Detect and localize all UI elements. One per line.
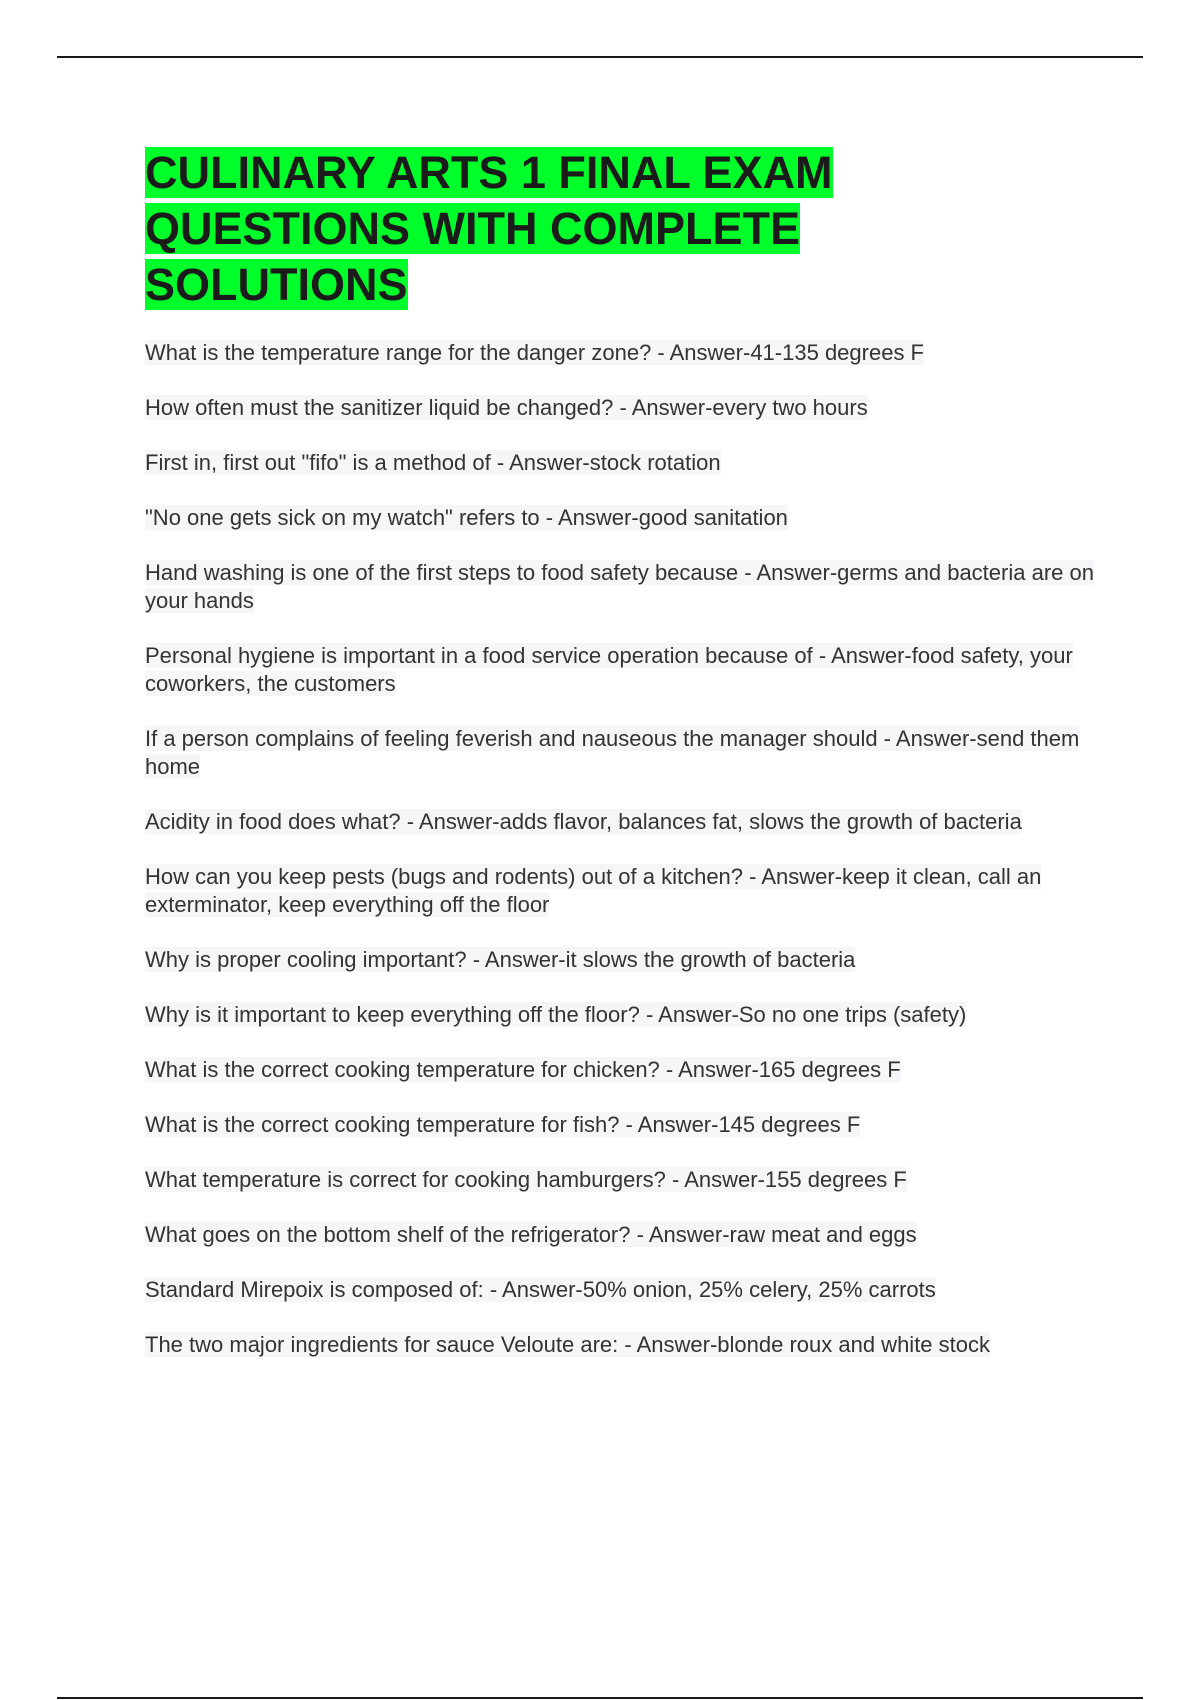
qa-item: What is the correct cooking temperature for chicken? - Answer-165 degrees F	[145, 1057, 901, 1082]
document-body	[145, 145, 1105, 1386]
qa-item: If a person complains of feeling feverish and nauseous the manager should - Answer-send them home	[145, 726, 1080, 779]
qa-item: How can you keep pests (bugs and rodents) out of a kitchen? - Answer-keep it clean, call an exterminator, keep everything off the floor	[145, 864, 1042, 917]
qa-item: Why is it important to keep everything off the floor? - Answer-So no one trips (safety)	[145, 1002, 967, 1027]
qa-item: First in, first out "fifo" is a method of - Answer-stock rotation	[145, 450, 721, 475]
qa-item: Hand washing is one of the first steps to food safety because - Answer-germs and bacteria are on your hands	[145, 560, 1094, 613]
top-rule	[57, 56, 1143, 58]
bottom-rule	[57, 1697, 1143, 1699]
qa-item: "No one gets sick on my watch" refers to - Answer-good sanitation	[145, 505, 788, 530]
qa-list	[145, 339, 1105, 1359]
qa-item: Personal hygiene is important in a food service operation because of - Answer-food safety, your coworkers, the customers	[145, 643, 1073, 696]
qa-item: Acidity in food does what? - Answer-adds flavor, balances fat, slows the growth of bacteria	[145, 809, 1022, 834]
qa-item: What is the correct cooking temperature for fish? - Answer-145 degrees F	[145, 1112, 861, 1137]
qa-item: Standard Mirepoix is composed of: - Answer-50% onion, 25% celery, 25% carrots	[145, 1277, 936, 1302]
document-title	[145, 145, 905, 313]
qa-item: What goes on the bottom shelf of the refrigerator? - Answer-raw meat and eggs	[145, 1222, 917, 1247]
qa-item: How often must the sanitizer liquid be changed? - Answer-every two hours	[145, 395, 868, 420]
qa-item: The two major ingredients for sauce Veloute are: - Answer-blonde roux and white stock	[145, 1332, 991, 1357]
document-title-text: CULINARY ARTS 1 FINAL EXAM QUESTIONS WITH COMPLETE SOLUTIONS	[145, 147, 833, 310]
qa-item: What temperature is correct for cooking hamburgers? - Answer-155 degrees F	[145, 1167, 907, 1192]
qa-item: Why is proper cooling important? - Answer-it slows the growth of bacteria	[145, 947, 856, 972]
qa-item: What is the temperature range for the danger zone? - Answer-41-135 degrees F	[145, 340, 924, 365]
